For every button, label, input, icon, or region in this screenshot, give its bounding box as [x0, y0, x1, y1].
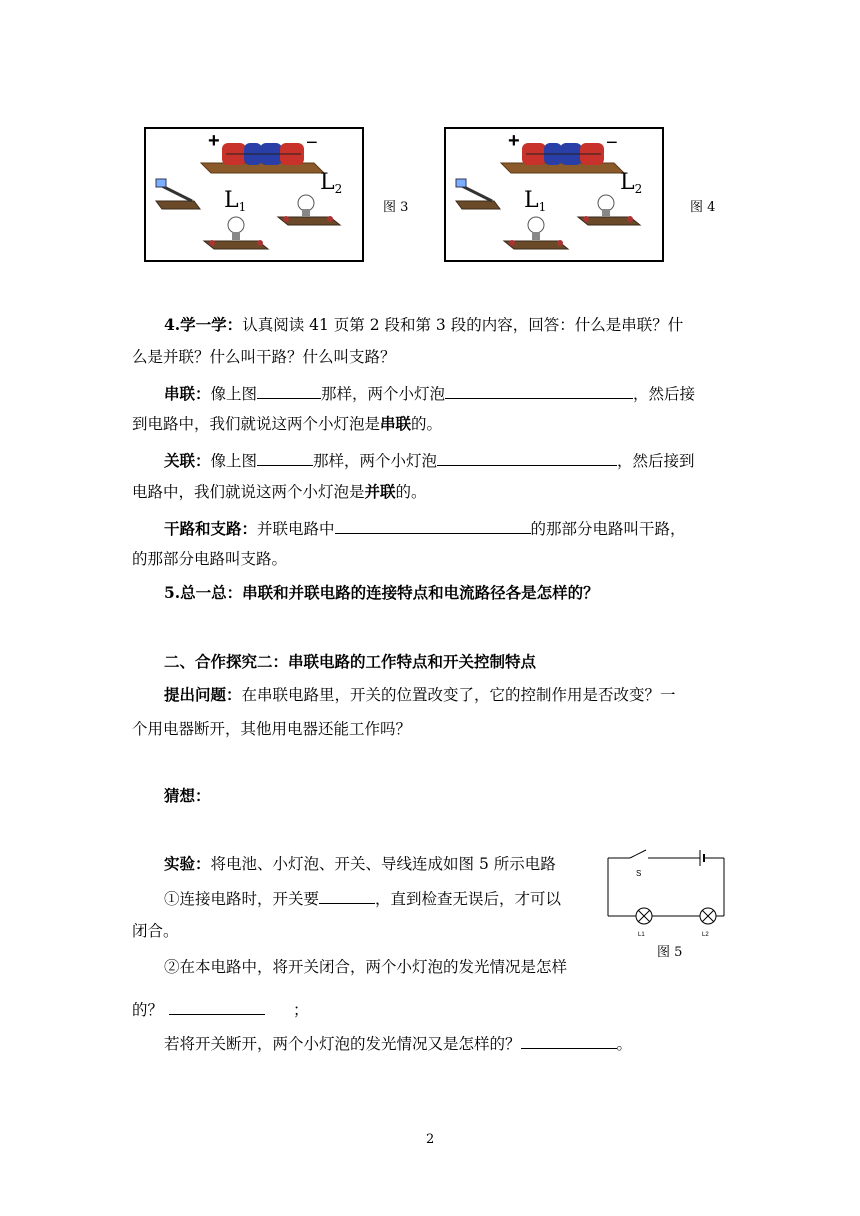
lamp-l1-label: L1: [224, 188, 247, 214]
trunk-text-b: 的那部分电路叫干路，: [530, 520, 686, 538]
step-1-line-1: [164, 886, 561, 910]
parallel-connection-blank[interactable]: [437, 448, 617, 466]
closed-switch-answer-blank[interactable]: [169, 997, 265, 1015]
parallel-line-2: [132, 481, 427, 503]
parallel-text-e: 的。: [395, 483, 427, 501]
question-text-a: 在串联电路里，开关的位置改变了，它的控制作用是否改变？一: [241, 686, 676, 704]
series-line-2: [132, 413, 442, 435]
switch-base: [456, 201, 500, 209]
negative-terminal-label: −: [606, 132, 618, 154]
series-label: 串联：: [164, 384, 211, 403]
step-2-text-c: ；: [293, 1001, 309, 1019]
step-1-text-a: ①连接电路时，开关要: [164, 890, 320, 908]
section-4-title: 4.学一学：: [164, 315, 243, 334]
step-3-line: [164, 1031, 632, 1055]
figure-4-illustration: [446, 129, 662, 260]
lamp-l1-bulb: [228, 217, 244, 233]
section-4-line-1: [164, 314, 683, 336]
switch-state-blank[interactable]: [319, 886, 375, 904]
series-figure-blank[interactable]: [257, 381, 321, 399]
page-number: 2: [426, 1132, 435, 1147]
open-switch-answer-blank[interactable]: [521, 1031, 617, 1049]
trunk-label: 干路和支路：: [164, 519, 258, 538]
series-text-b: 那样，两个小灯泡: [321, 385, 446, 403]
guess-label: 猜想：: [164, 786, 211, 805]
lamp-l1-symbol: [636, 908, 652, 924]
switch-label: S: [636, 869, 642, 878]
switch-symbol: [630, 850, 646, 858]
experiment-label: 实验：: [164, 854, 211, 873]
experiment-line: [164, 853, 556, 875]
parallel-text-a: 像上图: [210, 452, 258, 470]
step-1-line-2: 闭合。: [132, 922, 179, 940]
trunk-line-2: 的那部分电路叫支路。: [132, 550, 288, 568]
series-bold-term: 串联: [380, 414, 412, 433]
section-5-title: 5.总一总：串联和并联电路的连接特点和电流路径各是怎样的？: [164, 583, 599, 602]
figure-3-caption: 图 3: [383, 200, 409, 215]
parallel-figure-blank[interactable]: [257, 448, 313, 466]
experiment-text: 将电池、小灯泡、开关、导线连成如图 5 所示电路: [210, 855, 556, 873]
series-text-d: 到电路中，我们就说这两个小灯泡是: [132, 415, 381, 433]
series-line-1: [164, 381, 695, 405]
figure-5-caption: 图 5: [657, 945, 683, 960]
trunk-text-a: 并联电路中: [257, 520, 335, 538]
series-connection-blank[interactable]: [445, 381, 633, 399]
series-text-c: ，然后接: [633, 385, 696, 403]
battery-board: [501, 163, 624, 173]
parallel-label: 关联：: [164, 451, 211, 470]
lamp-l1-symbol-label: L1: [638, 932, 645, 938]
parallel-bold-term: 并联: [364, 482, 396, 501]
step-3-text-a: 若将开关断开，两个小灯泡的发光情况又是怎样的？: [164, 1035, 521, 1053]
step-1-text-b: ，直到检查无误后，才可以: [375, 890, 562, 908]
step-2-line-2: [132, 997, 309, 1021]
section-4-line-2: 么是并联？什么叫干路？什么叫支路？: [132, 348, 396, 366]
positive-terminal-label: +: [508, 130, 520, 152]
question-line-2: 个用电器断开，其他用电器还能工作吗？: [132, 720, 412, 738]
question-label: 提出问题：: [164, 685, 242, 704]
battery-board: [201, 163, 324, 173]
lamp-l2-bulb: [298, 195, 314, 211]
figure-3-illustration: [146, 129, 362, 260]
trunk-blank[interactable]: [335, 516, 531, 534]
lamp-l1-bulb: [528, 217, 544, 233]
step-3-text-b: 。: [616, 1035, 633, 1053]
lamp-l2-label: L2: [320, 170, 343, 196]
lamp-l1-label: L1: [524, 188, 547, 214]
lamp-l2-label: L2: [620, 170, 643, 196]
positive-terminal-label: +: [208, 130, 220, 152]
figure-4-caption: 图 4: [690, 200, 716, 215]
figure-4-box: [444, 127, 664, 262]
question-line-1: [164, 684, 676, 706]
parallel-text-d: 电路中，我们就说这两个小灯泡是: [132, 483, 365, 501]
lamp-l2-symbol: [700, 908, 716, 924]
series-text-a: 像上图: [210, 385, 258, 403]
part-2-heading: 二、合作探究二：串联电路的工作特点和开关控制特点: [164, 652, 537, 671]
parallel-line-1: [164, 448, 695, 472]
section-4-intro: 认真阅读 41 页第 2 段和第 3 段的内容，回答：什么是串联？什: [242, 316, 684, 334]
step-2-text-b: 的？: [132, 1001, 164, 1019]
switch-base: [156, 201, 200, 209]
parallel-text-c: ，然后接到: [617, 452, 695, 470]
lamp-l2-bulb: [598, 195, 614, 211]
step-2-line-1: ②在本电路中，将开关闭合，两个小灯泡的发光情况是怎样: [164, 958, 568, 976]
negative-terminal-label: −: [306, 132, 318, 154]
figure-5-circuit: [600, 844, 730, 940]
figure-3-box: [144, 127, 364, 262]
lamp-l2-symbol-label: L2: [702, 932, 709, 938]
parallel-text-b: 那样，两个小灯泡: [313, 452, 438, 470]
series-text-e: 的。: [411, 415, 443, 433]
trunk-line-1: [164, 516, 686, 540]
